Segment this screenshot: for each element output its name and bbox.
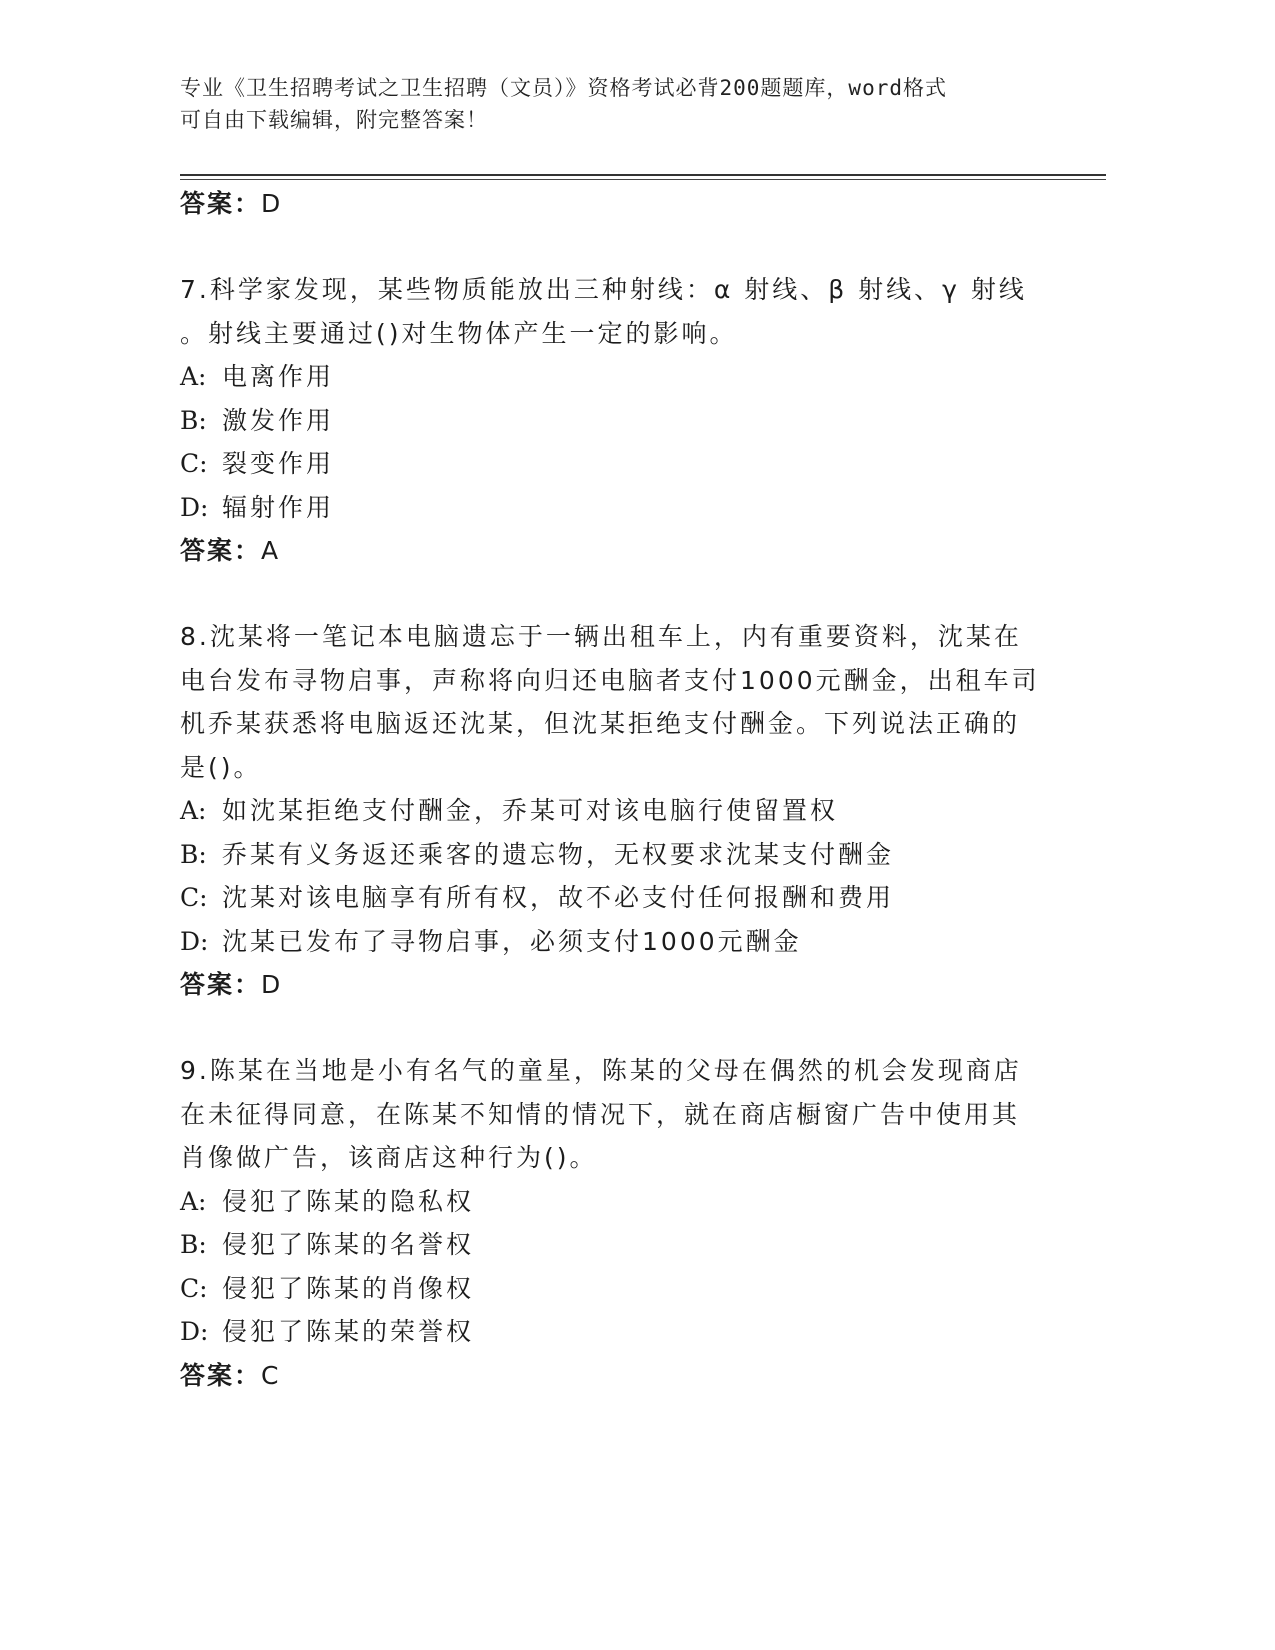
- option-text: 辐射作用: [222, 492, 335, 522]
- question-stem-line: 机乔某获悉将电脑返还沈某，但沈某拒绝支付酬金。下列说法正确的: [180, 709, 1021, 738]
- option-d: [180, 920, 1060, 964]
- question-stem-line: 在未征得同意，在陈某不知情的情况下，就在商店橱窗广告中使用其: [180, 1099, 1021, 1129]
- option-text: 沈某对该电脑享有所有权，故不必支付任何报酬和费用: [222, 883, 895, 912]
- option-c: [180, 1267, 1060, 1311]
- header-line-1: 专业《卫生招聘考试之卫生招聘（文员）》资格考试必背200题题库，word格式: [180, 76, 947, 100]
- option-letter: B:: [180, 405, 207, 435]
- option-text: 电离作用: [222, 362, 335, 391]
- option-text: 侵犯了陈某的名誉权: [222, 1230, 475, 1259]
- option-b: [180, 1223, 1060, 1267]
- option-text: 侵犯了陈某的隐私权: [222, 1186, 475, 1216]
- option-letter: C:: [180, 1273, 208, 1303]
- answer-line: [180, 1354, 1060, 1398]
- spacer: [180, 1007, 1060, 1049]
- answer-line: [180, 529, 1060, 573]
- question-stem: [180, 268, 1060, 355]
- answer-value: D: [261, 970, 283, 999]
- question-stem-line: 是()。: [180, 752, 262, 782]
- question-stem-line: 8.沈某将一笔记本电脑遗忘于一辆出租车上，内有重要资料，沈某在: [180, 622, 1022, 651]
- question-list: [180, 182, 1060, 1398]
- option-text: 如沈某拒绝支付酬金，乔某可对该电脑行使留置权: [222, 796, 839, 825]
- option-text: 沈某已发布了寻物启事，必须支付1000元酬金: [222, 926, 802, 956]
- option-letter: B:: [180, 1230, 207, 1259]
- question-stem: [180, 1049, 1060, 1180]
- option-text: 乔某有义务返还乘客的遗忘物，无权要求沈某支付酬金: [222, 839, 895, 869]
- question-8: [180, 615, 1060, 1007]
- answer-value: A: [261, 536, 281, 565]
- question-stem-line: 肖像做广告，该商店这种行为()。: [180, 1143, 598, 1172]
- option-letter: C:: [180, 449, 208, 478]
- option-text: 激发作用: [222, 405, 335, 435]
- answer-label: 答案：: [180, 1360, 262, 1390]
- option-letter: C:: [180, 883, 208, 912]
- option-d: [180, 1310, 1060, 1354]
- answer-value: D: [261, 189, 283, 218]
- header-divider: [180, 174, 1106, 180]
- option-letter: D:: [180, 492, 209, 522]
- answer-value: C: [261, 1360, 281, 1390]
- option-c: [180, 442, 1060, 486]
- question-9: [180, 1049, 1060, 1398]
- question-stem-line: 电台发布寻物启事，声称将向归还电脑者支付1000元酬金，出租车司: [180, 665, 1040, 695]
- option-letter: D:: [180, 926, 209, 956]
- option-text: 侵犯了陈某的荣誉权: [222, 1317, 475, 1346]
- answer-label: 答案：: [180, 536, 262, 565]
- option-letter: A:: [180, 1186, 207, 1216]
- header-line-2: 可自由下载编辑，附完整答案！: [180, 108, 488, 132]
- option-letter: D:: [180, 1317, 209, 1346]
- option-d: [180, 486, 1060, 530]
- question-stem-line: 。射线主要通过()对生物体产生一定的影响。: [180, 318, 738, 348]
- option-a: [180, 789, 1060, 833]
- option-a: [180, 1180, 1060, 1224]
- option-letter: A:: [180, 796, 207, 825]
- header-divider-thick: [180, 174, 1106, 176]
- option-a: [180, 355, 1060, 399]
- answer-line: [180, 182, 1060, 226]
- answer-label: 答案：: [180, 189, 262, 218]
- option-c: [180, 876, 1060, 920]
- spacer: [180, 226, 1060, 268]
- option-b: [180, 833, 1060, 877]
- option-text: 裂变作用: [222, 449, 335, 478]
- question-stem-line: 7.科学家发现，某些物质能放出三种射线：α 射线、β 射线、γ 射线: [180, 275, 1027, 304]
- answer-line: [180, 963, 1060, 1007]
- question-stem: [180, 615, 1060, 789]
- document-header: [180, 72, 1060, 136]
- spacer: [180, 573, 1060, 615]
- question-7: [180, 268, 1060, 573]
- option-letter: A:: [180, 362, 207, 391]
- option-b: [180, 399, 1060, 443]
- header-divider-thin: [180, 179, 1106, 180]
- question-stem-line: 9.陈某在当地是小有名气的童星，陈某的父母在偶然的机会发现商店: [180, 1056, 1022, 1085]
- option-text: 侵犯了陈某的肖像权: [222, 1273, 475, 1303]
- option-letter: B:: [180, 839, 207, 869]
- answer-label: 答案：: [180, 970, 262, 999]
